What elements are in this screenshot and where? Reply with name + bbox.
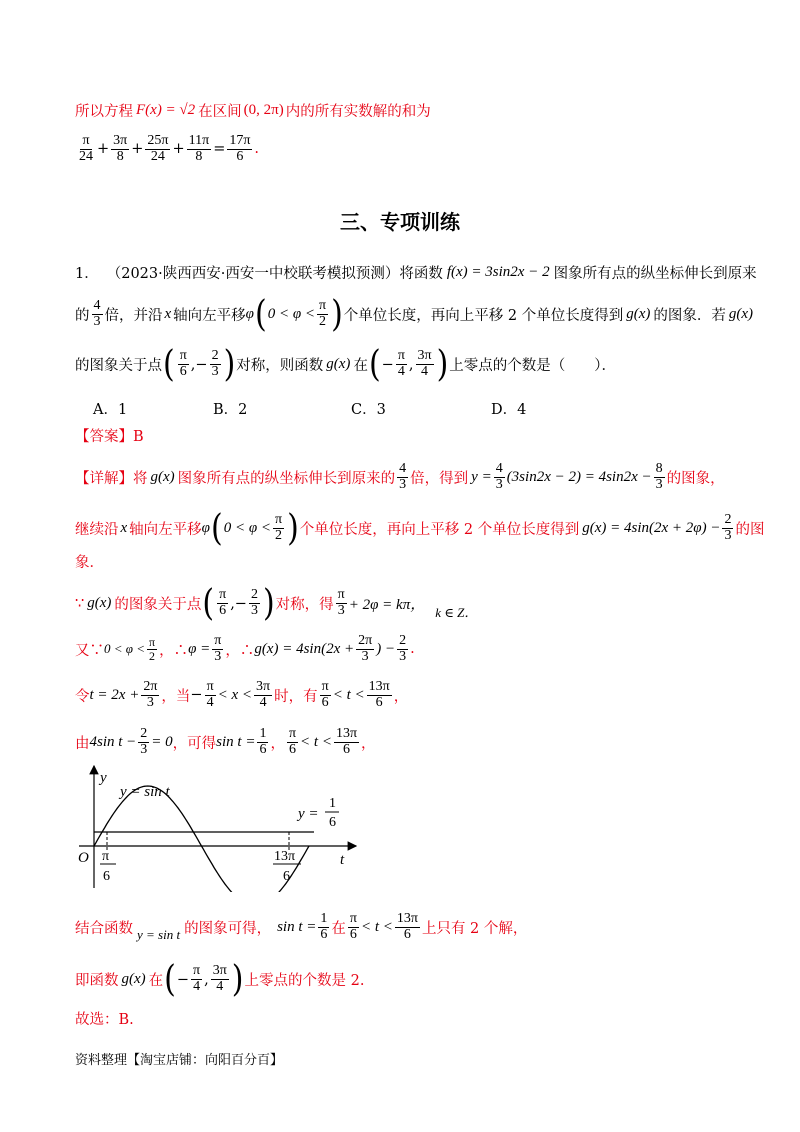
detail-text: ，∴ xyxy=(225,642,255,659)
detail-line-5: 又∵ 0 < φ < $\frac{\pi}{2}$ ，∴ φ = $\frac{\pi}{3}$ ，∴ g(x) = 4sin(2x + $\frac{2\pi}{3}$ ) − $\frac{2}{3}$ . xyxy=(75,633,415,664)
intro-text: 在区间 xyxy=(198,104,242,120)
detail-text: 继续沿 xyxy=(75,522,119,538)
frac-den: 2 xyxy=(149,648,156,663)
frac-num: π xyxy=(219,587,227,603)
line-label-num: 1 xyxy=(329,796,336,811)
function-f: g(x) xyxy=(150,468,175,485)
detail-line-7: 由 4sin t − $\frac{2}{3}$ = 0 ，可得 sin t = $\frac{1}{6}$ ， $\frac{\pi}{6}$ < t < $\frac{13\pi}{6}$ ， xyxy=(75,726,376,757)
question-line-1 xyxy=(75,262,757,283)
interval: (0, 2π) xyxy=(243,102,284,118)
option-a[interactable]: A．1 xyxy=(93,402,128,418)
frac-den: 3 xyxy=(140,741,148,757)
frac-den: 4 xyxy=(193,979,201,994)
tick-right-den: 6 xyxy=(283,869,290,884)
tick-right-num: 13π xyxy=(274,849,296,864)
frac-num: 1 xyxy=(259,726,267,741)
option-b[interactable]: B．2 xyxy=(213,402,248,418)
frac-den: 3 xyxy=(93,314,101,329)
equation: < x < xyxy=(217,686,253,703)
condition: 0 < φ < xyxy=(223,520,271,536)
frac-num: 2π xyxy=(358,633,373,648)
frac-den: 4 xyxy=(259,694,267,710)
y-axis-label: y xyxy=(100,770,107,786)
frac-den: 3 xyxy=(211,364,219,379)
frac-num: 3π xyxy=(256,679,271,694)
footer: 资料整理【淘宝店铺：向阳百分百】 xyxy=(75,1053,284,1068)
frac-den: 6 xyxy=(179,364,187,379)
answer: 【答案】B xyxy=(75,429,144,445)
detail-text: 个单位长度，再向上平移 2 个单位长度得到 xyxy=(299,522,580,538)
frac-num: 13π xyxy=(335,726,358,741)
option-d[interactable]: D．4 xyxy=(491,402,527,418)
frac-num: π xyxy=(349,911,357,926)
frac-den: 3 xyxy=(655,476,663,492)
question-line-3: 的图象关于点 ( $\frac{\pi}{6}$ ,− $\frac{2}{3}$ ) 对称，则函数 g(x) 在 ( − $\frac{\pi}{4}$ , $\frac{3\pi}{4}$ ) 上零点的个数是（ ）． xyxy=(75,343,617,386)
frac-num: 2 xyxy=(724,512,732,528)
sine-curve xyxy=(94,786,309,892)
frac-den: 3 xyxy=(214,648,222,664)
detail-line-6: 令 t = 2x + $\frac{2\pi}{3}$ ，当 − $\frac{\pi}{4}$ < x < $\frac{3\pi}{4}$ 时，有 $\frac{\pi}{6}$ < t < $\frac{13\pi}{6}$ ， xyxy=(75,679,409,710)
frac-num: 17π xyxy=(229,133,251,148)
equation: k ∈ Z． xyxy=(435,605,478,620)
frac-den: 3 xyxy=(337,603,345,618)
frac-den: 3 xyxy=(495,476,503,492)
frac-num: π xyxy=(397,348,405,364)
question-text: 对称，则函数 xyxy=(236,358,324,374)
frac-den: 6 xyxy=(259,741,267,757)
equation: sin t = xyxy=(277,918,317,935)
tick-left-den: 6 xyxy=(103,869,110,884)
detail-text: 轴向左平移 xyxy=(129,522,202,538)
equation: sin t = xyxy=(216,733,256,750)
equation: t = 2x + xyxy=(89,686,140,703)
frac-den: 8 xyxy=(195,148,203,164)
frac-den: 6 xyxy=(289,741,296,757)
detail-text: 的图象可得， xyxy=(184,920,272,937)
frac-den: 4 xyxy=(421,364,429,379)
frac-den: 6 xyxy=(321,694,329,710)
equation: F(x) = √2 xyxy=(136,102,196,118)
intro-sum: $\frac{\pi}{24}$ + $\frac{3\pi}{8}$ + $\frac{25\pi}{24}$ + $\frac{11\pi}{8}$ = $\frac{17\pi}{6}$ . xyxy=(79,133,260,164)
frac-num: 2π xyxy=(143,679,158,694)
variable: x xyxy=(120,520,128,536)
frac-den: 4 xyxy=(206,694,214,710)
condition: 0 < φ < xyxy=(267,306,315,322)
frac-num: π xyxy=(206,679,214,694)
frac-den: 4 xyxy=(216,979,224,994)
detail-text: 倍，得到 xyxy=(410,470,469,487)
question-line-2: 的 $\frac{4}{3}$ 倍，并沿 x 轴向左平移 φ ( 0 < φ < $\frac{\pi}{2}$ ) 个单位长度，再向上平移 2 个单位长度得到 g(x) 的图象．若 g(x) xyxy=(75,293,754,336)
question-text: 的图象关于点 xyxy=(75,358,162,374)
equation: + 2φ = kπ， xyxy=(348,597,426,613)
detail-line-8 xyxy=(75,912,527,942)
equation: = 0 xyxy=(151,733,173,750)
frac-den: 3 xyxy=(399,476,407,492)
frac-num: π xyxy=(82,133,90,148)
detail-text: ，可得 xyxy=(172,735,217,752)
frac-num: π xyxy=(275,512,283,528)
frac-den: 3 xyxy=(361,648,369,664)
frac-den: 24 xyxy=(150,148,165,164)
frac-num: 2 xyxy=(140,726,148,741)
frac-den: 8 xyxy=(116,148,124,164)
detail-text: 即函数 xyxy=(75,973,119,989)
equation: < t < xyxy=(300,733,332,750)
equation: y = sin t xyxy=(137,927,181,943)
frac-den: 3 xyxy=(399,648,407,664)
detail-text: 由 xyxy=(75,735,90,752)
variable: φ xyxy=(245,306,254,322)
frac-num: π xyxy=(193,963,201,979)
frac-num: π xyxy=(321,679,329,694)
detail-text: 又∵ xyxy=(75,642,104,659)
frac-num: 3π xyxy=(417,348,432,364)
intro-text: 内的所有实数解的和为 xyxy=(285,104,431,120)
detail-text: 在 xyxy=(148,973,164,989)
detail-line-9: 即函数 g(x) 在 ( − $\frac{\pi}{4}$ , $\frac{3\pi}{4}$ ) 上零点的个数是 2. xyxy=(75,958,365,1001)
question-text: 的 xyxy=(75,308,90,324)
t-axis-label: t xyxy=(340,852,345,868)
frac-num: π xyxy=(288,726,297,741)
frac-num: 4 xyxy=(93,298,101,314)
equation: g(x) = 4sin(2x + 2φ) − xyxy=(582,520,721,536)
frac-den: 3 xyxy=(146,694,154,710)
equation: f(x) = 3sin2x − 2 xyxy=(446,264,550,280)
question-text: 倍，并沿 xyxy=(104,308,163,324)
frac-den: 3 xyxy=(250,603,258,618)
detail-text: 时，有 xyxy=(274,688,318,705)
tick-left-num: π xyxy=(102,849,110,864)
frac-num: 4 xyxy=(495,461,503,476)
frac-num: 3π xyxy=(212,963,227,979)
detail-text: 令 xyxy=(75,688,90,705)
function-g: g(x) xyxy=(87,595,112,611)
question-text: 轴向左平移 xyxy=(173,308,246,324)
equation: g(x) = 4sin(2x + xyxy=(254,640,355,657)
frac-den: 6 xyxy=(349,926,357,942)
question-text: 图象所有点的纵坐标伸长到原来 xyxy=(553,266,757,282)
frac-num: 13π xyxy=(368,679,390,694)
detail-text: 对称，得 xyxy=(275,597,334,613)
variable: φ xyxy=(201,520,210,536)
equation: < t < xyxy=(332,686,365,703)
detail-text: ，当 xyxy=(161,688,191,705)
detail-text: 上零点的个数是 2. xyxy=(244,973,365,989)
frac-den: 6 xyxy=(403,926,411,942)
frac-num: 4 xyxy=(399,461,407,476)
frac-num: π xyxy=(149,635,156,650)
frac-num: 3π xyxy=(113,133,128,148)
frac-num: 11π xyxy=(188,133,210,148)
frac-den: 6 xyxy=(236,148,244,164)
detail-text: 在 xyxy=(331,920,346,937)
frac-den: 6 xyxy=(219,603,227,618)
function-g: g(x) xyxy=(626,306,651,322)
frac-num: π xyxy=(214,633,222,648)
variable: x xyxy=(164,306,172,322)
condition: 0 < φ < xyxy=(104,641,145,657)
detail-line-4: ∵ g(x) 的图象关于点 ( $\frac{\pi}{6}$ ,− $\frac{2}{3}$ ) 对称，得 $\frac{\pi}{3}$ + 2φ = kπ， k ∈ Z． xyxy=(75,582,478,625)
frac-den: 3 xyxy=(724,528,732,543)
detail-text: 的图象关于点 xyxy=(114,597,202,613)
detail-label: 【详解】 xyxy=(75,470,133,487)
detail-line-10: 故选：B. xyxy=(75,1012,134,1028)
function-g: g(x) xyxy=(121,971,146,987)
frac-den: 24 xyxy=(79,148,93,164)
frac-den: 6 xyxy=(343,741,350,757)
equation: 4sin t − xyxy=(89,733,137,750)
detail-line-1 xyxy=(75,462,725,492)
detail-text: 的图象， xyxy=(666,470,725,487)
frac-den: 6 xyxy=(320,926,328,942)
detail-text: 将 xyxy=(133,470,148,487)
equation: ) − xyxy=(376,640,396,657)
question-text: （2023·陕西西安·西安一中校联考模拟预测）将函数 xyxy=(106,266,443,282)
line-label: y = xyxy=(298,806,319,822)
detail-text: 上只有 2 个解， xyxy=(421,920,528,937)
detail-line-3: 象． xyxy=(75,555,104,571)
section-title: 三、专项训练 xyxy=(340,210,460,234)
frac-num: 2 xyxy=(211,348,219,364)
frac-num: 13π xyxy=(396,911,418,926)
equation: y = xyxy=(471,468,492,485)
function-g: g(x) xyxy=(728,306,754,322)
equation: < t < xyxy=(360,918,393,935)
intro-line-1 xyxy=(75,100,431,121)
equation: φ = xyxy=(188,640,211,657)
curve-label: y = sin t xyxy=(120,784,170,800)
function-g: g(x) xyxy=(326,356,351,372)
frac-den: 4 xyxy=(397,364,405,379)
detail-text: ，∴ xyxy=(159,642,189,659)
frac-num: 2 xyxy=(399,633,407,648)
question-number: 1． xyxy=(75,266,99,282)
detail-line-2: 继续沿 x 轴向左平移 φ ( 0 < φ < $\frac{\pi}{2}$ ) 个单位长度，再向上平移 2 个单位长度得到 g(x) = 4sin(2x + 2φ) − $\frac{2}{3}$ 的图 xyxy=(75,507,765,550)
frac-num: 2 xyxy=(250,587,258,603)
detail-text: 结合函数 xyxy=(75,920,133,937)
question-text: 的图象．若 xyxy=(653,308,726,324)
because-symbol: ∵ xyxy=(75,595,85,612)
frac-num: π xyxy=(337,587,345,603)
detail-text: 的图 xyxy=(735,522,765,538)
frac-num: 25π xyxy=(147,133,169,148)
sine-graph xyxy=(74,760,364,892)
frac-den: 2 xyxy=(275,528,283,543)
frac-den: 6 xyxy=(375,694,383,710)
equation: (3sin2x − 2) = 4sin2x − xyxy=(506,468,652,485)
detail-text: 图象所有点的纵坐标伸长到原来的 xyxy=(177,470,396,487)
frac-num: 1 xyxy=(320,911,328,926)
frac-num: π xyxy=(319,298,327,314)
question-text: 上零点的个数是（ ）． xyxy=(449,358,617,374)
frac-num: π xyxy=(179,348,187,364)
frac-den: 2 xyxy=(319,314,327,329)
intro-text: 所以方程 xyxy=(75,104,133,120)
option-c[interactable]: C．3 xyxy=(351,402,386,418)
line-label-den: 6 xyxy=(329,815,336,830)
question-text: 个单位长度，再向上平移 2 个单位长度得到 xyxy=(343,308,624,324)
frac-num: 8 xyxy=(655,461,663,476)
question-text: 在 xyxy=(353,358,368,374)
origin-label: O xyxy=(78,850,89,866)
